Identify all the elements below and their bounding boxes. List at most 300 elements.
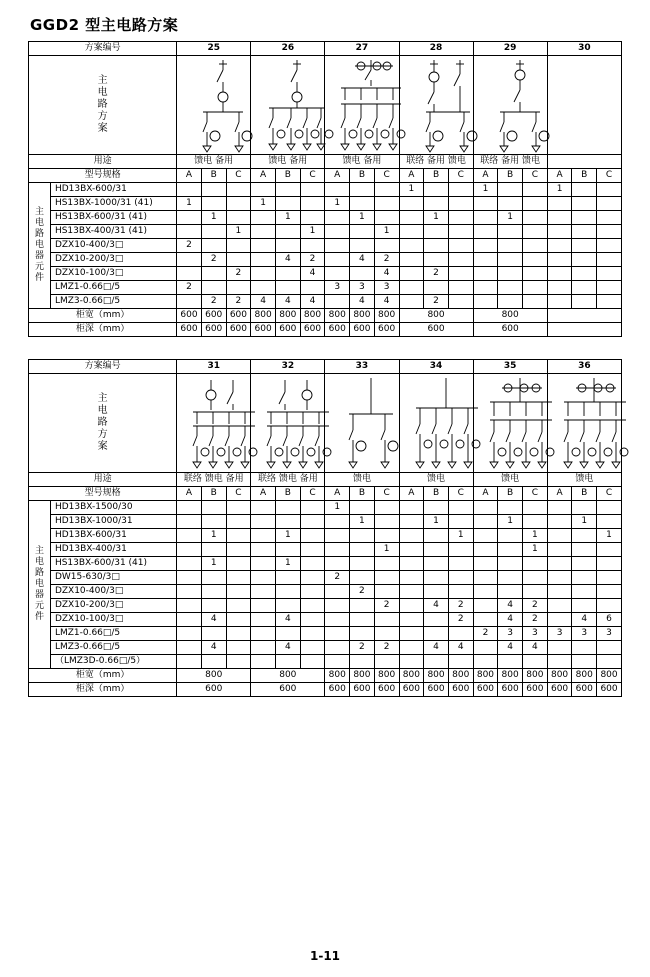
cab-depth-value: 600 [399, 323, 473, 337]
cell [448, 543, 473, 557]
cell [300, 501, 325, 515]
circuit-diagram-34 [399, 374, 473, 473]
cell [350, 239, 375, 253]
cell [350, 529, 375, 543]
cab-depth-value: 600 [275, 323, 300, 337]
cell: 2 [424, 295, 449, 309]
table-row-abc-header [29, 487, 622, 501]
cell [522, 225, 547, 239]
cell [374, 211, 399, 225]
main-circuit-scheme-header: 主电路方案 [29, 56, 177, 155]
circuit-diagram-svg [548, 374, 640, 472]
cell [522, 557, 547, 571]
cell [226, 599, 251, 613]
scheme-number: 35 [473, 360, 547, 374]
cell: 4 [350, 253, 375, 267]
col-a: A [399, 487, 424, 501]
cell: 1 [424, 211, 449, 225]
cab-width-value: 800 [473, 669, 498, 683]
cell [473, 529, 498, 543]
cell [473, 641, 498, 655]
cell [399, 627, 424, 641]
cell [275, 239, 300, 253]
table-row [29, 627, 622, 641]
cell [597, 281, 622, 295]
cab-width-value: 800 [251, 309, 276, 323]
cell [498, 197, 523, 211]
cell: 2 [473, 627, 498, 641]
cell [473, 225, 498, 239]
col-b: B [350, 487, 375, 501]
cell: 4 [300, 267, 325, 281]
model-spec-header: 型号规格 [29, 169, 177, 183]
cab-depth-value: 600 [177, 683, 251, 697]
cell: 2 [177, 239, 202, 253]
cell: 1 [597, 529, 622, 543]
table-row [29, 641, 622, 655]
cell [201, 501, 226, 515]
cell: 1 [226, 225, 251, 239]
cell [374, 557, 399, 571]
cab-width-value: 800 [177, 669, 251, 683]
cab-depth-value: 600 [473, 323, 547, 337]
cell [325, 599, 350, 613]
col-b: B [572, 169, 597, 183]
cell: 4 [424, 599, 449, 613]
cell [522, 585, 547, 599]
cell [448, 281, 473, 295]
cell [275, 627, 300, 641]
table-row-scheme-numbers [29, 42, 622, 56]
cell [226, 197, 251, 211]
cell [473, 295, 498, 309]
cab-depth-value: 600 [350, 323, 375, 337]
cell [572, 225, 597, 239]
cell: 4 [350, 295, 375, 309]
col-c: C [226, 169, 251, 183]
cell [251, 515, 276, 529]
cab-width-value: 800 [424, 669, 449, 683]
scheme-no-header: 方案编号 [29, 360, 177, 374]
table-row [29, 211, 622, 225]
component-name: LMZ3-0.66□/5 [50, 295, 176, 309]
col-b: B [498, 487, 523, 501]
cab-depth-value: 600 [300, 323, 325, 337]
col-a: A [473, 487, 498, 501]
cell: 2 [201, 295, 226, 309]
cab-depth-header: 柜深（mm） [29, 323, 177, 337]
cell: 1 [201, 529, 226, 543]
cell [325, 295, 350, 309]
cell [350, 557, 375, 571]
table-row [29, 529, 622, 543]
col-c: C [300, 169, 325, 183]
usage-value [547, 155, 621, 169]
cell [399, 585, 424, 599]
cell [522, 571, 547, 585]
cell [473, 543, 498, 557]
table-row-cab-width [29, 309, 622, 323]
cell [424, 627, 449, 641]
cell [325, 641, 350, 655]
cell [251, 599, 276, 613]
cell [201, 267, 226, 281]
page-number: 1-11 [309, 949, 341, 963]
component-name: LMZ1-0.66□/5 [50, 281, 176, 295]
col-a: A [399, 169, 424, 183]
cab-width-value: 800 [350, 309, 375, 323]
cell [547, 515, 572, 529]
table-row-cab-depth [29, 323, 622, 337]
cell: 1 [448, 529, 473, 543]
cell [498, 529, 523, 543]
cell [473, 239, 498, 253]
cell [547, 281, 572, 295]
cell [300, 557, 325, 571]
cab-width-value: 800 [374, 669, 399, 683]
table-row [29, 281, 622, 295]
cell [177, 253, 202, 267]
cell [201, 585, 226, 599]
cell [226, 253, 251, 267]
table-row [29, 225, 622, 239]
cell [177, 599, 202, 613]
cell [177, 267, 202, 281]
cab-width-value: 800 [522, 669, 547, 683]
cell [374, 571, 399, 585]
cell [498, 239, 523, 253]
cell [572, 585, 597, 599]
cell [597, 655, 622, 669]
cell [448, 655, 473, 669]
cell [572, 641, 597, 655]
cell [473, 501, 498, 515]
usage-value: 馈电 备用 [177, 155, 251, 169]
cell [374, 515, 399, 529]
component-name: DZX10-100/3□ [50, 613, 176, 627]
cell [572, 183, 597, 197]
cell [522, 253, 547, 267]
cell [275, 225, 300, 239]
cell [572, 529, 597, 543]
cell [300, 641, 325, 655]
cell: 3 [547, 627, 572, 641]
cab-width-value [547, 309, 621, 323]
table-row-cab-width [29, 669, 622, 683]
col-a: A [547, 169, 572, 183]
cell [177, 515, 202, 529]
cell [226, 211, 251, 225]
cell [597, 197, 622, 211]
cell [226, 501, 251, 515]
cab-depth-value [547, 323, 621, 337]
usage-value: 联络 备用 馈电 [399, 155, 473, 169]
cell [399, 655, 424, 669]
cell [300, 655, 325, 669]
cell [399, 267, 424, 281]
cell: 1 [399, 183, 424, 197]
cell: 1 [498, 211, 523, 225]
cell [547, 641, 572, 655]
cell [275, 281, 300, 295]
cell [498, 267, 523, 281]
cell: 1 [522, 529, 547, 543]
cell [572, 239, 597, 253]
cab-depth-value: 600 [374, 683, 399, 697]
cell [350, 655, 375, 669]
cell: 3 [498, 627, 523, 641]
cab-width-header: 柜宽（mm） [29, 669, 177, 683]
scheme-number: 25 [177, 42, 251, 56]
cell [399, 295, 424, 309]
table-row [29, 599, 622, 613]
cell [177, 557, 202, 571]
cell [300, 529, 325, 543]
cell [522, 239, 547, 253]
scheme-number: 34 [399, 360, 473, 374]
cell [374, 239, 399, 253]
cell [374, 501, 399, 515]
cell: 4 [522, 641, 547, 655]
cell [374, 627, 399, 641]
col-a: A [177, 487, 202, 501]
component-name: HS13BX-400/31 (41) [50, 225, 176, 239]
cell [597, 211, 622, 225]
cell [547, 295, 572, 309]
cab-width-value: 800 [325, 669, 350, 683]
cell [399, 613, 424, 627]
cell: 1 [473, 183, 498, 197]
cell: 1 [522, 543, 547, 557]
cab-depth-value: 600 [473, 683, 498, 697]
usage-value: 馈电 备用 [325, 155, 399, 169]
cell [177, 613, 202, 627]
page-title: GGD2 型主电路方案 [30, 16, 179, 34]
component-name: DZX10-200/3□ [50, 599, 176, 613]
cell [572, 197, 597, 211]
cell [572, 501, 597, 515]
usage-value: 馈电 [325, 473, 399, 487]
cell [522, 281, 547, 295]
cell [226, 543, 251, 557]
scheme-table-2 [28, 359, 622, 697]
cell [300, 543, 325, 557]
cell [473, 613, 498, 627]
table-row-cab-depth [29, 683, 622, 697]
cell [448, 585, 473, 599]
cab-width-value: 800 [547, 669, 572, 683]
cell [251, 655, 276, 669]
cell: 1 [251, 197, 276, 211]
cell: 4 [275, 613, 300, 627]
cell [325, 627, 350, 641]
cell [226, 571, 251, 585]
col-c: C [448, 169, 473, 183]
cell [275, 515, 300, 529]
cell [473, 267, 498, 281]
cell: 1 [275, 557, 300, 571]
cell: 2 [226, 295, 251, 309]
cell [424, 557, 449, 571]
component-name: HD13BX-400/31 [50, 543, 176, 557]
cell [522, 295, 547, 309]
table-row [29, 585, 622, 599]
usage-value: 联络 备用 馈电 [473, 155, 547, 169]
cab-width-value: 800 [300, 309, 325, 323]
cell [424, 253, 449, 267]
cell [424, 501, 449, 515]
cell [572, 571, 597, 585]
col-c: C [597, 487, 622, 501]
cell [399, 225, 424, 239]
cab-depth-value: 600 [498, 683, 523, 697]
circuit-diagram-29 [473, 56, 547, 155]
cell [498, 225, 523, 239]
cell [448, 557, 473, 571]
cell [350, 197, 375, 211]
cell [424, 529, 449, 543]
cell [473, 281, 498, 295]
cell [597, 295, 622, 309]
component-name: HS13BX-600/31 (41) [50, 557, 176, 571]
cell [547, 501, 572, 515]
col-b: B [424, 487, 449, 501]
cell: 4 [275, 295, 300, 309]
cell [448, 295, 473, 309]
cell [177, 641, 202, 655]
cell [275, 571, 300, 585]
cell [300, 281, 325, 295]
scheme-number: 36 [547, 360, 621, 374]
cell [177, 501, 202, 515]
cell [424, 183, 449, 197]
cell: 2 [201, 253, 226, 267]
cell [572, 267, 597, 281]
table-row [29, 571, 622, 585]
cab-depth-value: 600 [374, 323, 399, 337]
scheme-number: 32 [251, 360, 325, 374]
cell [597, 599, 622, 613]
component-name: HD13BX-1500/30 [50, 501, 176, 515]
cell [177, 543, 202, 557]
cell [374, 529, 399, 543]
cab-width-value: 800 [350, 669, 375, 683]
cell: 4 [498, 641, 523, 655]
cab-width-header: 柜宽（mm） [29, 309, 177, 323]
circuit-diagram-26 [251, 56, 325, 155]
cell: 2 [374, 641, 399, 655]
circuit-diagram-25 [177, 56, 251, 155]
usage-value: 馈电 [547, 473, 621, 487]
cell [399, 599, 424, 613]
cell [251, 501, 276, 515]
cell [448, 225, 473, 239]
cell [275, 585, 300, 599]
cell [201, 655, 226, 669]
circuit-diagram-35 [473, 374, 547, 473]
cell: 4 [498, 613, 523, 627]
cell: 2 [350, 585, 375, 599]
component-name: HD13BX-600/31 [50, 183, 176, 197]
cell [275, 197, 300, 211]
cell [597, 253, 622, 267]
col-b: B [498, 169, 523, 183]
cell: 1 [300, 225, 325, 239]
cell [251, 225, 276, 239]
cell [275, 599, 300, 613]
cell [251, 585, 276, 599]
col-c: C [226, 487, 251, 501]
cell: 1 [350, 515, 375, 529]
cell: 1 [325, 501, 350, 515]
cell: 2 [522, 599, 547, 613]
table-row [29, 557, 622, 571]
cell [597, 183, 622, 197]
cell [547, 211, 572, 225]
cell [201, 183, 226, 197]
cell [300, 239, 325, 253]
cab-width-value: 800 [374, 309, 399, 323]
cell [300, 613, 325, 627]
col-a: A [547, 487, 572, 501]
cell [374, 197, 399, 211]
cell [300, 599, 325, 613]
cell [374, 183, 399, 197]
cell [473, 571, 498, 585]
cell [251, 183, 276, 197]
cell: 3 [572, 627, 597, 641]
cell: 1 [201, 211, 226, 225]
cell [251, 557, 276, 571]
table-gap [28, 337, 622, 359]
cell [522, 515, 547, 529]
cell [399, 211, 424, 225]
component-name: DZX10-200/3□ [50, 253, 176, 267]
table-row [29, 613, 622, 627]
cell [547, 239, 572, 253]
model-spec-header: 型号规格 [29, 487, 177, 501]
col-c: C [448, 487, 473, 501]
cell: 1 [424, 515, 449, 529]
cell [251, 571, 276, 585]
cell: 1 [325, 197, 350, 211]
cab-depth-value: 600 [325, 323, 350, 337]
cab-depth-value: 600 [448, 683, 473, 697]
cell [498, 557, 523, 571]
cell [522, 501, 547, 515]
cell: 2 [424, 267, 449, 281]
cell [226, 239, 251, 253]
cell [424, 613, 449, 627]
cell: 1 [374, 543, 399, 557]
cell [572, 281, 597, 295]
cell [448, 267, 473, 281]
table-row [29, 295, 622, 309]
cell [399, 501, 424, 515]
cab-depth-value: 600 [597, 683, 622, 697]
cab-width-value: 600 [177, 309, 202, 323]
cell [424, 655, 449, 669]
cell [201, 571, 226, 585]
circuit-diagram-30 [547, 56, 621, 155]
cell [325, 515, 350, 529]
scheme-number: 30 [547, 42, 621, 56]
cab-width-value: 800 [325, 309, 350, 323]
cell [399, 239, 424, 253]
cell [325, 225, 350, 239]
cell: 1 [547, 183, 572, 197]
cell [547, 557, 572, 571]
